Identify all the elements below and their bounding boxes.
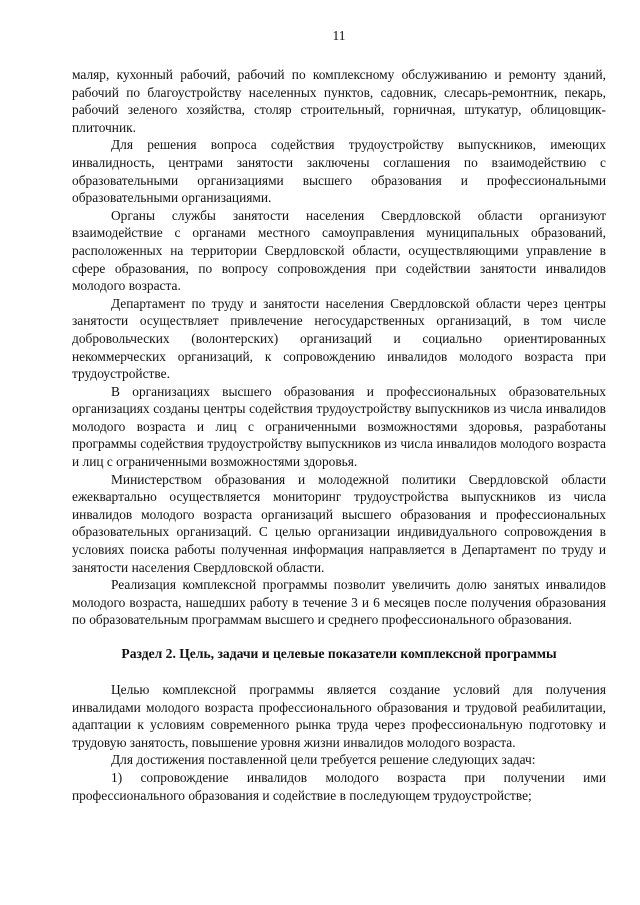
paragraph-employment-service: Органы службы занятости населения Свердловской области организуют взаимодействие с органами местного самоуправления муниципальных образований, расположенных на территории Свердловской области, осуществляющими управление в сфере образования, по вопросу сопровождения при содействии занятости инвалидов молодого возраста. <box>72 207 606 294</box>
document-page <box>72 28 606 804</box>
paragraph-ministry-monitoring: Министерством образования и молодежной политики Свердловской области ежеквартально осуществляется мониторинг трудоустройства выпускников из числа инвалидов молодого возраста организаций высшего образования и профессиональных образовательных организаций. С целью организации индивидуального сопровождения в условиях поиска работы полученная информация направляется в Департамент по труду и занятости населения Свердловской области. <box>72 471 606 575</box>
paragraph-program-goal: Целью комплексной программы является создание условий для получения инвалидами молодого возраста профессионального образования и трудовой реабилитации, адаптации к условиям современного рынка труда через профессиональную подготовку и трудовую занятость, повышение уровня жизни инвалидов молодого возраста. <box>72 682 606 750</box>
paragraph-tasks-intro: Для достижения поставленной цели требуется решение следующих задач: <box>111 752 536 768</box>
paragraph-task-1: 1) сопровождение инвалидов молодого возраста при получении ими профессионального образования и содействие в последующем трудоустройстве; <box>72 769 606 803</box>
paragraph-career-centers: В организациях высшего образования и профессиональных образовательных организациях созданы центры содействия трудоустройству выпускников из числа инвалидов молодого возраста и лиц с ограниченными возможностями здоровья, разработаны программы содействия трудоустройству выпускников из числа инвалидов молодого возраста и лиц с ограниченными возможностями здоровья. <box>72 383 606 470</box>
section-heading: Раздел 2. Цель, задачи и целевые показатели комплексной программы <box>121 646 557 661</box>
page-number: 11 <box>332 28 346 43</box>
paragraph-program-implementation: Реализация комплексной программы позволит увеличить долю занятых инвалидов молодого возраста, нашедших работу в течение 3 и 6 месяцев после получения образования по образовательным программам высшего и среднего профессионального образования. <box>72 577 606 628</box>
paragraph-agreements: Для решения вопроса содействия трудоустройству выпускников, имеющих инвалидность, центрами занятости заключены соглашения по взаимодействию с образовательными организациями высшего образования и профессиональными образовательными организациями. <box>72 137 606 206</box>
paragraph-department-labor: Департамент по труду и занятости населения Свердловской области через центры занятости осуществляет привлечение негосударственных организаций, в том числе добровольческих (волонтерских) организаций и социально ориентированных некоммерческих организаций, к сопровождению инвалидов молодого возраста при трудоустройстве. <box>72 295 606 382</box>
paragraph-occupations-list: маляр, кухонный рабочий, рабочий по комплексному обслуживанию и ремонту зданий, рабочий по благоустройству населенных пунктов, садовник, слесарь-ремонтник, пекарь, рабочий зеленого хозяйства, столяр строительный, горничная, штукатур, облицовщик-плиточник. <box>72 67 606 135</box>
